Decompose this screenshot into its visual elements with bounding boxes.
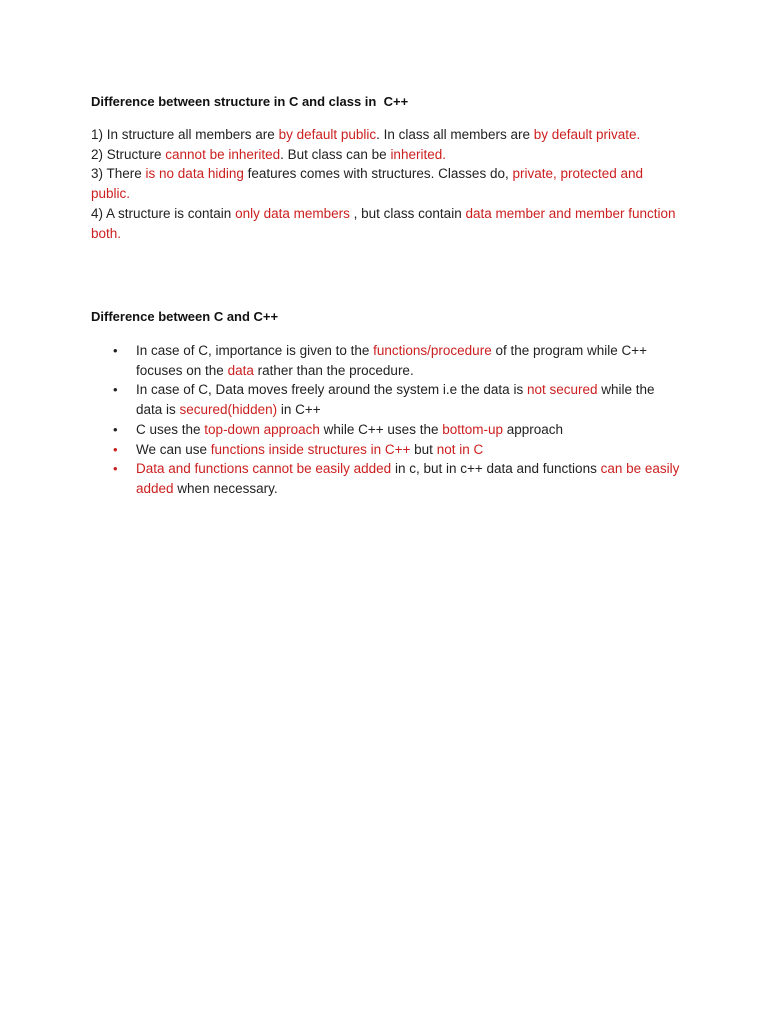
- list-item: [91, 420, 691, 440]
- bullet-icon: •: [113, 382, 118, 398]
- bullet-icon: •: [113, 461, 118, 477]
- text: but: [410, 441, 437, 457]
- highlight-text: functions inside structures in C++: [210, 441, 411, 457]
- list-item: [91, 459, 691, 498]
- bullet-icon: •: [113, 421, 118, 437]
- c-vs-cpp-list: [91, 341, 691, 499]
- text: when necessary.: [173, 480, 278, 496]
- highlight-text: only data members: [235, 205, 350, 221]
- bullet-icon: •: [113, 441, 118, 457]
- highlight-text: .: [442, 146, 446, 162]
- list-item: [91, 440, 691, 460]
- highlight-text: by default public: [278, 127, 377, 142]
- text: . In class all members are: [376, 127, 534, 142]
- text: We can use: [136, 441, 211, 457]
- highlight-text: data member and member function both.: [91, 205, 676, 241]
- highlight-text: by default private: [533, 127, 637, 142]
- section-heading-structure-vs-class: Difference between structure in C and class in C++: [91, 94, 409, 109]
- text: 2) Structure: [91, 146, 166, 162]
- highlight-text: not in C: [436, 441, 484, 457]
- highlight-text: .: [126, 186, 131, 202]
- text: In case of C, importance is given to the: [136, 343, 374, 358]
- point-4: [91, 204, 681, 243]
- list-item: [91, 341, 691, 380]
- highlight-text: bottom-up: [442, 421, 504, 437]
- text: features comes with structures. Classes do,: [243, 166, 513, 182]
- text: in C++: [277, 402, 321, 418]
- text: 1) In structure all members are: [91, 127, 279, 142]
- section-heading-c-vs-cpp: Difference between C and C++: [91, 309, 279, 324]
- highlight-text: top-down approach: [204, 421, 320, 437]
- highlight-text: cannot be inherited: [165, 146, 281, 162]
- text: rather than the procedure.: [253, 362, 414, 378]
- highlight-text: functions/procedure: [373, 343, 492, 358]
- text: , but class contain: [349, 205, 466, 221]
- text: C uses the: [136, 421, 205, 437]
- text: . But class can be: [280, 146, 391, 162]
- highlight-text: Data and functions cannot be easily added: [136, 461, 392, 477]
- highlight-text: secured(hidden): [179, 402, 278, 418]
- bullet-icon: •: [113, 343, 118, 358]
- highlight-text: private, protected and public: [91, 166, 644, 202]
- text: 3) There: [91, 166, 146, 182]
- structure-vs-class-points: [91, 125, 681, 243]
- highlight-text: is no data hiding: [145, 166, 244, 182]
- text: in c, but in c++ data and functions: [391, 461, 601, 477]
- text: 4) A structure is contain: [91, 205, 236, 221]
- text: In case of C, Data moves freely around the system i.e the data is: [136, 382, 527, 398]
- text: of the program while C++ focuses on the: [136, 343, 648, 378]
- text: approach: [503, 421, 564, 437]
- text: while the data is: [136, 382, 655, 418]
- highlight-text: data: [227, 362, 254, 378]
- highlight-text: inherited: [390, 146, 443, 162]
- point-1: [91, 125, 681, 145]
- highlight-text: not secured: [526, 382, 598, 398]
- text: while C++ uses the: [319, 421, 443, 437]
- highlight-text: can be easily added: [136, 461, 680, 496]
- point-3: [91, 164, 681, 203]
- point-2: [91, 145, 681, 165]
- list-item: [91, 380, 691, 419]
- highlight-text: .: [636, 127, 641, 142]
